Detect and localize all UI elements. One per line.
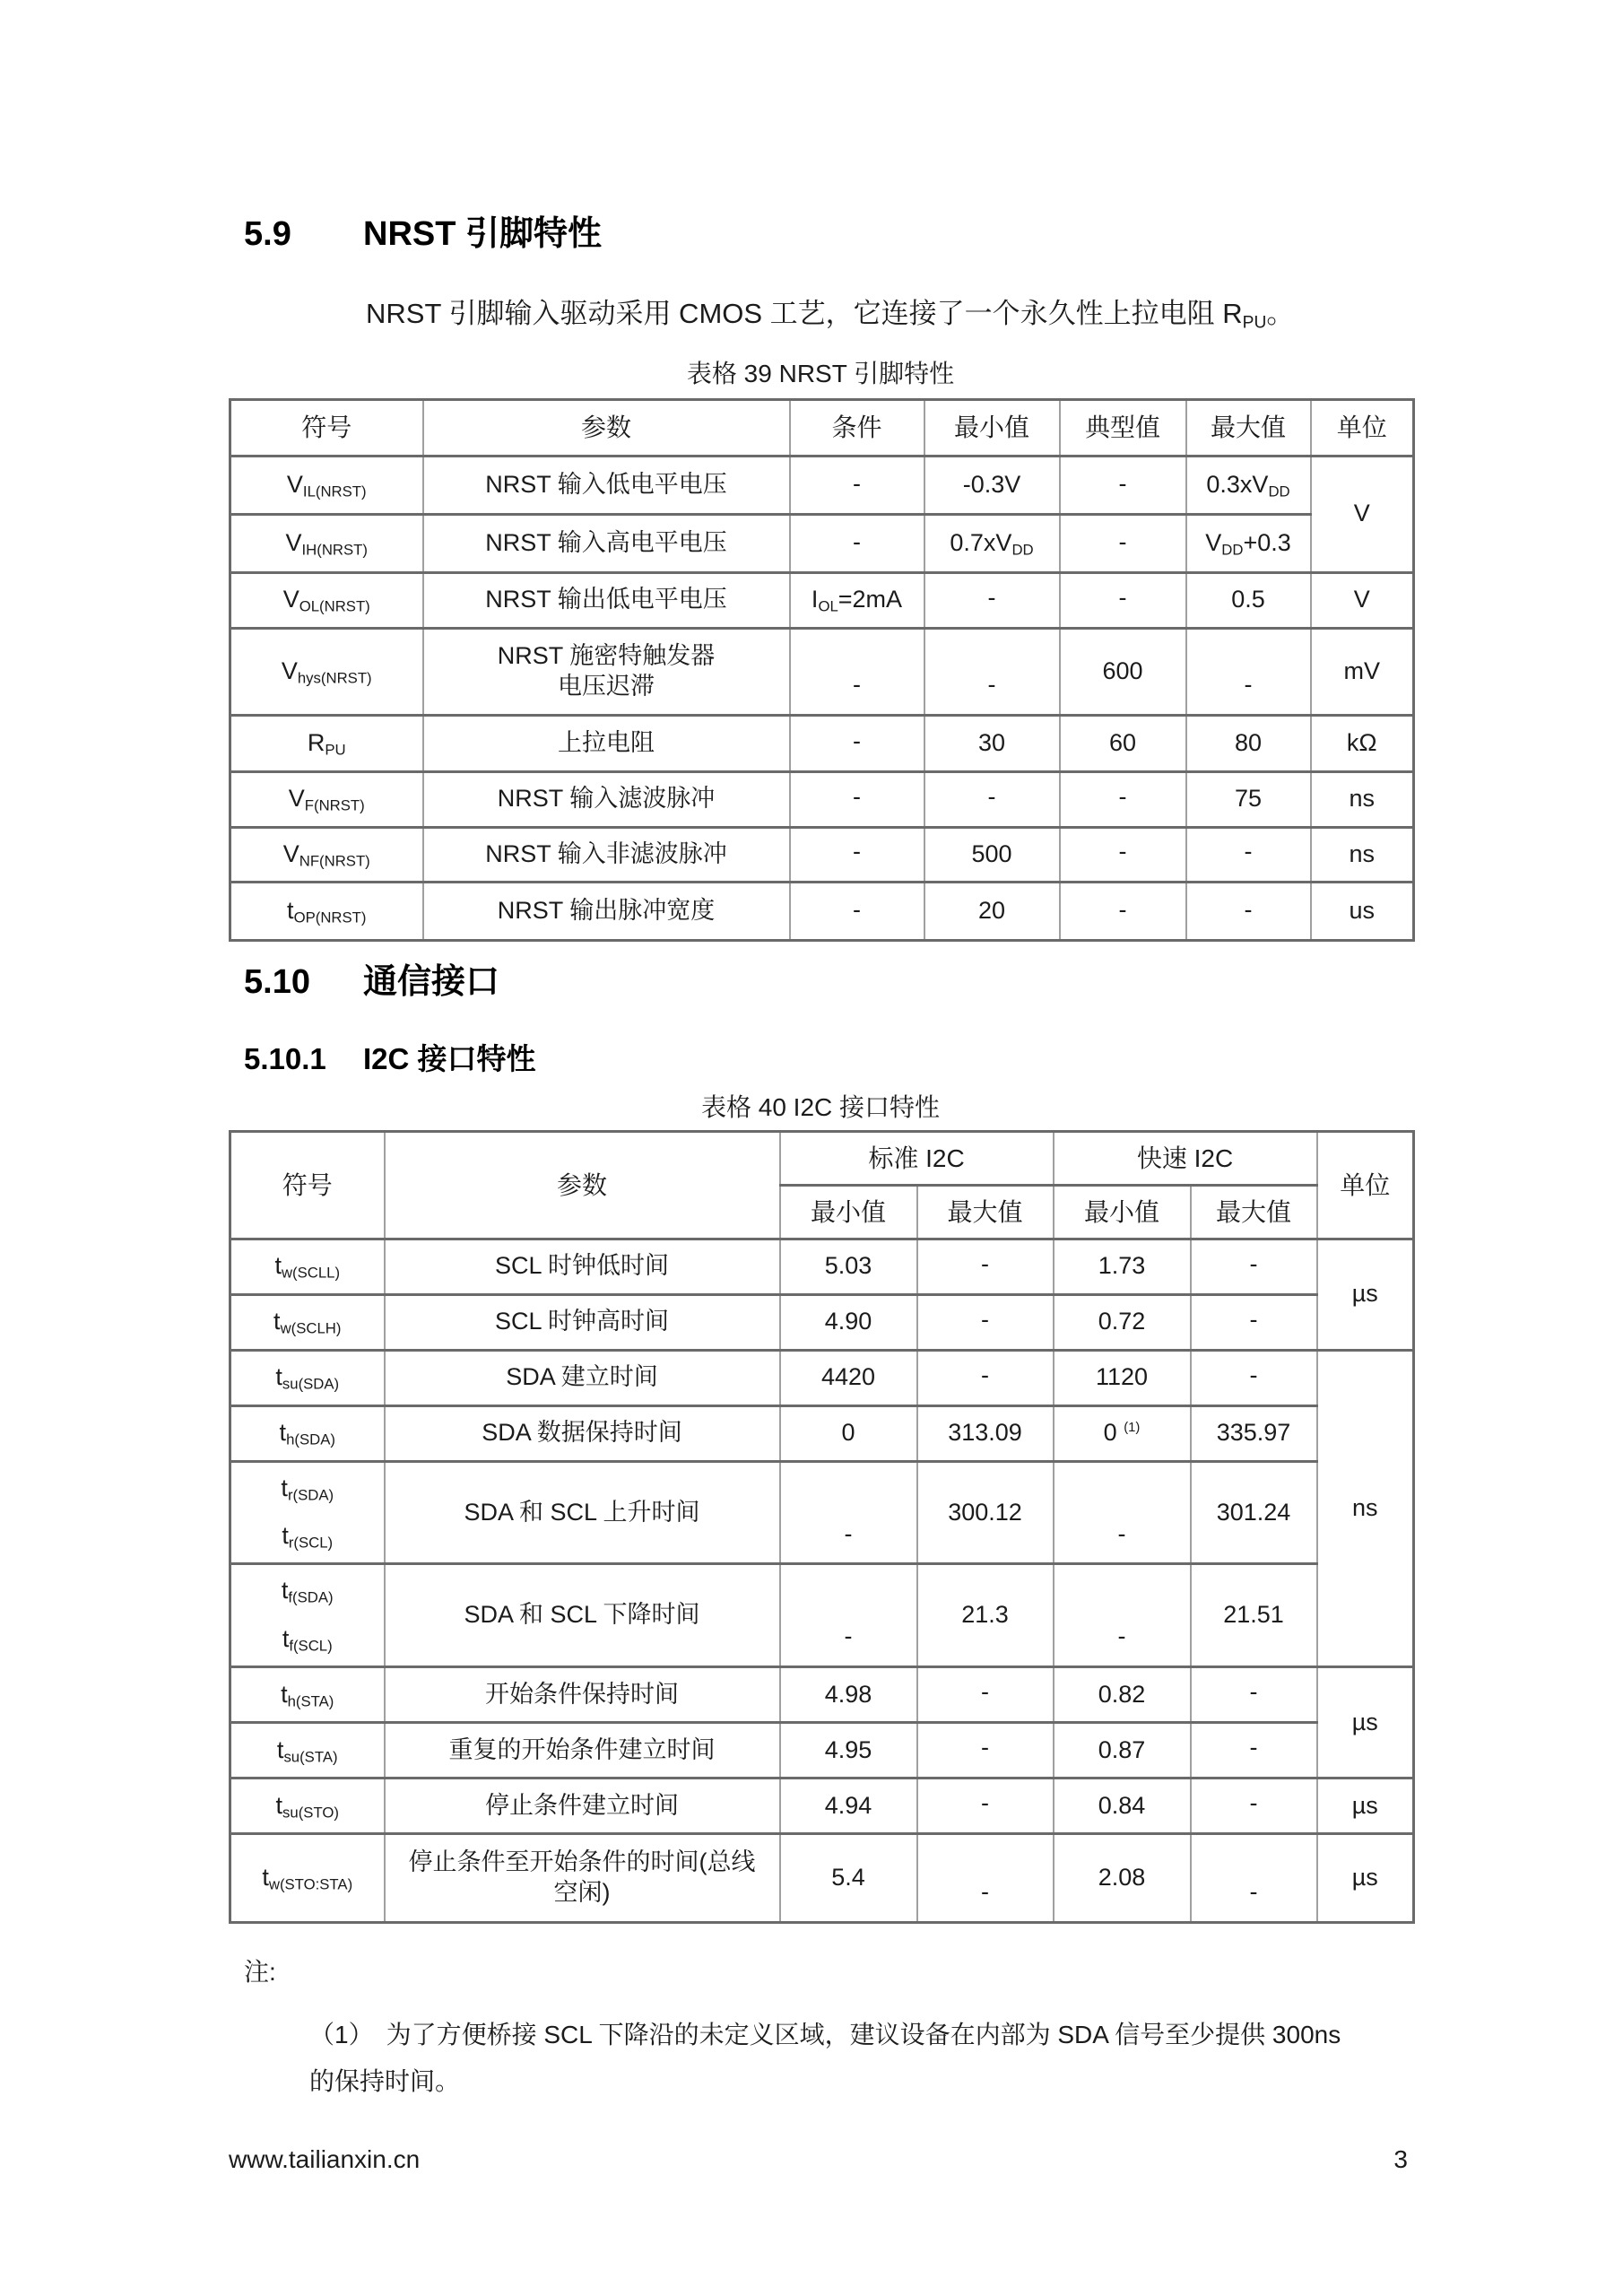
unit-cell: ns — [1311, 827, 1414, 882]
table-row — [230, 514, 1414, 572]
param-cell: SDA 建立时间 — [385, 1350, 780, 1405]
param-cell: NRST 输入滤波脉冲 — [423, 771, 790, 827]
cond-cell: - — [790, 771, 924, 827]
section-number: 5.10 — [244, 962, 310, 1001]
section-heading-5-10-1 — [244, 1040, 1412, 1078]
param-cell: 开始条件保持时间 — [385, 1666, 780, 1722]
unit-cell: ns — [1317, 1350, 1414, 1666]
param-cell: SCL 时钟低时间 — [385, 1239, 780, 1294]
symbol-cell: $t_{h(STA)}$ — [230, 1666, 385, 1722]
note-label: 注: — [244, 1957, 276, 1986]
std-min-cell: - — [780, 1461, 917, 1564]
table40-caption: 表格 40 I2C 接口特性 — [700, 1092, 941, 1121]
header-param: 参数 — [423, 399, 790, 456]
unit-cell: µs — [1317, 1833, 1414, 1922]
fast-min-cell: 0 $^{(1)}$ — [1054, 1405, 1191, 1461]
symbol-cell: $t_{h(SDA)}$ — [230, 1405, 385, 1461]
cond-cell: - — [790, 882, 924, 940]
fast-min-cell: 0.87 — [1054, 1722, 1191, 1778]
min-cell: 500 — [924, 827, 1060, 882]
max-cell: 75 — [1186, 771, 1311, 827]
intro-paragraph: NRST 引脚输入驱动采用 CMOS 工艺，它连接了一个永久性上拉电阻 $R_{PU}$。 — [366, 298, 1295, 333]
max-cell: - — [1186, 628, 1311, 715]
cond-cell: - — [790, 628, 924, 715]
header-standard-i2c: 标准 I2C — [780, 1131, 1054, 1185]
fast-max-cell: - — [1191, 1239, 1317, 1294]
header-fast-i2c: 快速 I2C — [1054, 1131, 1317, 1185]
unit-cell: V — [1311, 456, 1414, 572]
min-cell: 20 — [924, 882, 1060, 940]
header-param: 参数 — [385, 1131, 780, 1239]
table-header-row — [230, 399, 1414, 456]
fast-min-cell: 2.08 — [1054, 1833, 1191, 1922]
fast-max-cell: - — [1191, 1833, 1317, 1922]
symbol-cell: $t_{OP(NRST)}$ — [230, 882, 423, 940]
typ-cell: - — [1060, 771, 1186, 827]
table-row — [230, 1239, 1414, 1294]
symbol-cell: $t_{r(SDA)}$ $t_{r(SCL)}$ — [230, 1461, 385, 1564]
fast-min-cell: 1120 — [1054, 1350, 1191, 1405]
min-cell: $0.7xV_{DD}$ — [924, 514, 1060, 572]
typ-cell: 600 — [1060, 628, 1186, 715]
param-cell: SCL 时钟高时间 — [385, 1294, 780, 1350]
min-cell: - — [924, 572, 1060, 628]
std-max-cell: 313.09 — [917, 1405, 1054, 1461]
min-cell: 30 — [924, 715, 1060, 771]
fast-max-cell: - — [1191, 1778, 1317, 1833]
typ-cell: - — [1060, 456, 1186, 514]
cond-cell: $I_{OL}=2mA$ — [790, 572, 924, 628]
header-min: 最小值 — [924, 399, 1060, 456]
typ-cell: - — [1060, 572, 1186, 628]
symbol-cell: $t_{su(STO)}$ — [230, 1778, 385, 1833]
std-max-cell: - — [917, 1778, 1054, 1833]
table-row — [230, 1564, 1414, 1667]
std-max-cell: - — [917, 1833, 1054, 1922]
typ-cell: 60 — [1060, 715, 1186, 771]
max-cell: - — [1186, 827, 1311, 882]
std-max-cell: 300.12 — [917, 1461, 1054, 1564]
cond-cell: - — [790, 514, 924, 572]
param-cell: NRST 输出脉冲宽度 — [423, 882, 790, 940]
param-cell: NRST 输入高电平电压 — [423, 514, 790, 572]
fast-max-cell: - — [1191, 1350, 1317, 1405]
cond-cell: - — [790, 715, 924, 771]
table-row — [230, 628, 1414, 715]
table-row — [230, 1294, 1414, 1350]
fast-min-cell: 0.82 — [1054, 1666, 1191, 1722]
fast-max-cell: 335.97 — [1191, 1405, 1317, 1461]
symbol-cell: $V_{IH(NRST)}$ — [230, 514, 423, 572]
fast-max-cell: 21.51 — [1191, 1564, 1317, 1667]
param-cell: NRST 输入低电平电压 — [423, 456, 790, 514]
section-number: 5.9 — [244, 215, 291, 253]
header-max: 最大值 — [1191, 1185, 1317, 1239]
header-max: 最大值 — [917, 1185, 1054, 1239]
symbol-cell: $R_{PU}$ — [230, 715, 423, 771]
fast-max-cell: - — [1191, 1666, 1317, 1722]
param-cell: 上拉电阻 — [423, 715, 790, 771]
std-min-cell: 4.90 — [780, 1294, 917, 1350]
table-row — [230, 1405, 1414, 1461]
symbol-cell: $t_{w(SCLH)}$ — [230, 1294, 385, 1350]
unit-cell: µs — [1317, 1778, 1414, 1833]
std-max-cell: 21.3 — [917, 1564, 1054, 1667]
table-row — [230, 1778, 1414, 1833]
param-cell: NRST 输入非滤波脉冲 — [423, 827, 790, 882]
std-min-cell: 0 — [780, 1405, 917, 1461]
min-cell: -0.3V — [924, 456, 1060, 514]
fast-min-cell: - — [1054, 1461, 1191, 1564]
table-row — [230, 1350, 1414, 1405]
min-cell: - — [924, 771, 1060, 827]
fast-min-cell: 0.84 — [1054, 1778, 1191, 1833]
table-row — [230, 572, 1414, 628]
section-number: 5.10.1 — [244, 1041, 326, 1075]
param-cell: 停止条件建立时间 — [385, 1778, 780, 1833]
note-item — [309, 2012, 1367, 2105]
std-min-cell: - — [780, 1564, 917, 1667]
table39-caption: 表格 39 NRST 引脚特性 — [686, 359, 955, 387]
fast-min-cell: 0.72 — [1054, 1294, 1191, 1350]
header-cond: 条件 — [790, 399, 924, 456]
cond-cell: - — [790, 456, 924, 514]
param-cell: NRST 输出低电平电压 — [423, 572, 790, 628]
symbol-cell: $t_{w(SCLL)}$ — [230, 1239, 385, 1294]
unit-cell: mV — [1311, 628, 1414, 715]
unit-cell: ns — [1311, 771, 1414, 827]
symbol-cell: $t_{su(SDA)}$ — [230, 1350, 385, 1405]
std-min-cell: 4.98 — [780, 1666, 917, 1722]
section-title: I2C 接口特性 — [363, 1041, 536, 1075]
table-row — [230, 882, 1414, 940]
table-40-i2c-characteristics — [229, 1130, 1415, 1924]
max-cell: 80 — [1186, 715, 1311, 771]
max-cell: - — [1186, 882, 1311, 940]
section-title: NRST 引脚特性 — [363, 215, 603, 253]
unit-cell: V — [1311, 572, 1414, 628]
std-min-cell: 5.03 — [780, 1239, 917, 1294]
param-cell: 停止条件至开始条件的时间(总线 空闲) — [385, 1833, 780, 1922]
std-min-cell: 4420 — [780, 1350, 917, 1405]
symbol-cell: $V_{hys(NRST)}$ — [230, 628, 423, 715]
std-max-cell: - — [917, 1666, 1054, 1722]
header-min: 最小值 — [1054, 1185, 1191, 1239]
unit-cell: µs — [1317, 1666, 1414, 1778]
section-title: 通信接口 — [363, 962, 500, 1001]
std-max-cell: - — [917, 1350, 1054, 1405]
table-row — [230, 1833, 1414, 1922]
max-cell: $V_{DD}+0.3$ — [1186, 514, 1311, 572]
param-cell: SDA 和 SCL 下降时间 — [385, 1564, 780, 1667]
header-symbol: 符号 — [230, 399, 423, 456]
unit-cell: us — [1311, 882, 1414, 940]
header-unit: 单位 — [1317, 1131, 1414, 1239]
symbol-cell: $t_{f(SDA)}$ $t_{f(SCL)}$ — [230, 1564, 385, 1667]
unit-cell: µs — [1317, 1239, 1414, 1350]
table-row — [230, 1722, 1414, 1778]
table-39-nrst-characteristics — [229, 398, 1415, 942]
header-min: 最小值 — [780, 1185, 917, 1239]
std-max-cell: - — [917, 1294, 1054, 1350]
symbol-cell: $V_{F(NRST)}$ — [230, 771, 423, 827]
table-header-row — [230, 1131, 1414, 1185]
std-min-cell: 4.94 — [780, 1778, 917, 1833]
section-heading-5-9 — [244, 213, 1412, 255]
footnote-block — [229, 1956, 1412, 2105]
std-max-cell: - — [917, 1722, 1054, 1778]
section-heading-5-10 — [244, 961, 1412, 1003]
std-max-cell: - — [917, 1239, 1054, 1294]
symbol-cell: $V_{IL(NRST)}$ — [230, 456, 423, 514]
param-cell: 重复的开始条件建立时间 — [385, 1722, 780, 1778]
note-text: 为了方便桥接 SCL 下降沿的未定义区域，建议设备在内部为 SDA 信号至少提供 300ns 的保持时间。 — [309, 2020, 1341, 2095]
footer-website: www.tailianxin.cn — [229, 2145, 421, 2173]
std-min-cell: 5.4 — [780, 1833, 917, 1922]
table-row — [230, 771, 1414, 827]
max-cell: 0.5 — [1186, 572, 1311, 628]
fast-max-cell: - — [1191, 1294, 1317, 1350]
typ-cell: - — [1060, 514, 1186, 572]
table-row — [230, 715, 1414, 771]
header-unit: 单位 — [1311, 399, 1414, 456]
table-row — [230, 1666, 1414, 1722]
table-row — [230, 456, 1414, 514]
note-marker: （1） — [309, 2020, 374, 2048]
std-min-cell: 4.95 — [780, 1722, 917, 1778]
symbol-cell: $V_{NF(NRST)}$ — [230, 827, 423, 882]
fast-max-cell: - — [1191, 1722, 1317, 1778]
symbol-cell: $t_{w(STO:STA)}$ — [230, 1833, 385, 1922]
fast-max-cell: 301.24 — [1191, 1461, 1317, 1564]
typ-cell: - — [1060, 827, 1186, 882]
page-number: 3 — [1393, 2145, 1408, 2173]
cond-cell: - — [790, 827, 924, 882]
typ-cell: - — [1060, 882, 1186, 940]
symbol-cell: $t_{su(STA)}$ — [230, 1722, 385, 1778]
param-cell: NRST 施密特触发器 电压迟滞 — [423, 628, 790, 715]
unit-cell: kΩ — [1311, 715, 1414, 771]
table-row — [230, 827, 1414, 882]
header-symbol: 符号 — [230, 1131, 385, 1239]
page-footer — [229, 2145, 1408, 2174]
header-max: 最大值 — [1186, 399, 1311, 456]
max-cell: $0.3xV_{DD}$ — [1186, 456, 1311, 514]
fast-min-cell: - — [1054, 1564, 1191, 1667]
header-typ: 典型值 — [1060, 399, 1186, 456]
table-row — [230, 1461, 1414, 1564]
min-cell: - — [924, 628, 1060, 715]
param-cell: SDA 数据保持时间 — [385, 1405, 780, 1461]
param-cell: SDA 和 SCL 上升时间 — [385, 1461, 780, 1564]
fast-min-cell: 1.73 — [1054, 1239, 1191, 1294]
symbol-cell: $V_{OL(NRST)}$ — [230, 572, 423, 628]
